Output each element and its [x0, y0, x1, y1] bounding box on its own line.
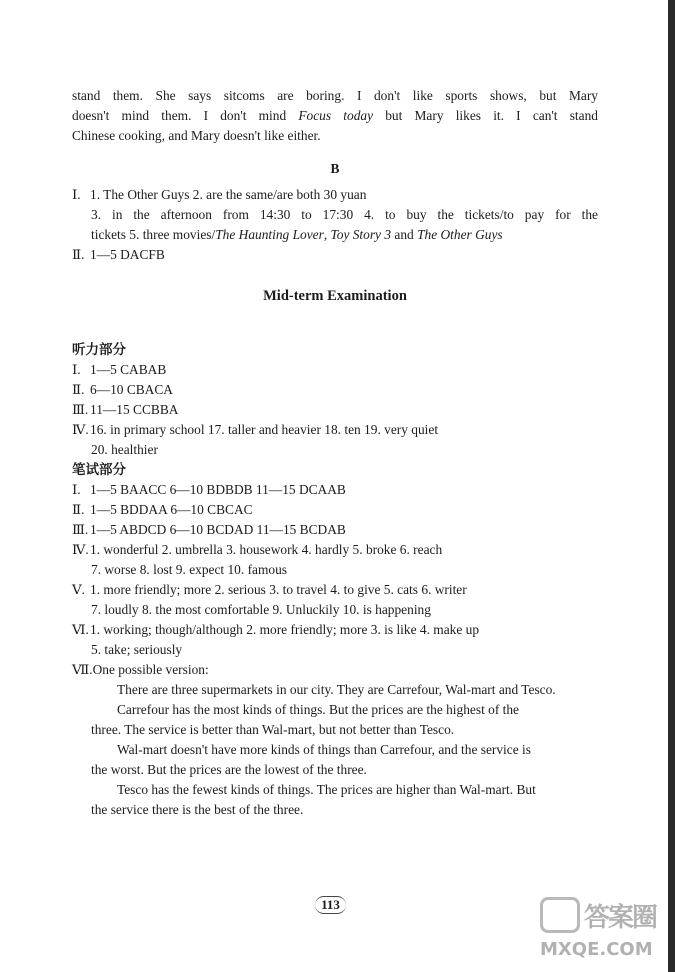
section-b-part-1-line-2: 3. in the afternoon from 14:30 to 17:30 4. to buy the tickets/to pay for the	[91, 207, 598, 222]
essay-line: three. The service is better than Wal-mart, but not better than Tesco.	[91, 722, 455, 737]
essay-line: Carrefour has the most kinds of things. But the prices are the highest of the	[117, 702, 520, 717]
intro-text: doesn't mind them. I don't mind	[72, 108, 299, 123]
written-answer-row	[72, 660, 598, 680]
answer-text: tickets 5. three movies/	[91, 227, 216, 242]
midterm-title: Mid-term Examination	[263, 288, 407, 304]
watermark-url: MXQE.COM	[540, 939, 653, 960]
answer-text: 1—5 DACFB	[90, 247, 165, 262]
watermark-logo	[540, 895, 668, 965]
answer-text: and	[391, 227, 418, 242]
essay-line: Tesco has the fewest kinds of things. The prices are higher than Wal-mart. But	[117, 782, 536, 797]
answer-text: 16. in primary school 17. taller and heavier 18. ten 19. very quiet	[90, 422, 439, 437]
answer-text: 1—5 BAACC 6—10 BDBDB 11—15 DCAAB	[90, 482, 346, 497]
written-answer-continuation: 5. take; seriously	[91, 642, 183, 657]
answer-text: 1. The Other Guys 2. are the same/are both 30 yuan	[90, 187, 367, 202]
essay-line: Wal-mart doesn't have more kinds of things than Carrefour, and the service is	[117, 742, 531, 757]
answer-text: 1—5 BDDAA 6—10 CBCAC	[90, 502, 253, 517]
written-answer-row	[72, 500, 598, 520]
listening-answer-row	[72, 360, 598, 380]
section-b-part-2	[72, 245, 598, 265]
answer-text: ,	[323, 227, 331, 242]
movie-title: Toy Story 3	[330, 227, 392, 242]
watermark-icon	[540, 897, 580, 933]
written-answer-row	[72, 620, 598, 640]
page-edge-shadow	[668, 0, 675, 972]
written-answer-row	[72, 520, 598, 540]
intro-line-1: stand them. She says sitcoms are boring. I don't like sports shows, but Mary	[72, 88, 598, 103]
answer-text: One possible version:	[92, 662, 209, 677]
answer-text: 11—15 CCBBA	[90, 402, 179, 417]
essay-line: There are three supermarkets in our city. They are Carrefour, Wal-mart and Tesco.	[117, 682, 556, 697]
listening-heading: 听力部分	[72, 342, 126, 358]
show-title: Focus today	[298, 108, 374, 123]
roman-numeral: Ⅱ.	[72, 247, 85, 262]
roman-numeral: Ⅰ.	[72, 187, 81, 202]
answer-text: 1—5 CABAB	[90, 362, 167, 377]
listening-answer-row	[72, 380, 598, 400]
listening-answer-continuation: 20. healthier	[91, 442, 158, 457]
written-answer-row	[72, 540, 598, 560]
written-answer-row	[72, 580, 598, 600]
section-b-part-1	[72, 185, 598, 205]
roman-numeral: Ⅵ.	[72, 622, 89, 637]
intro-line-3: Chinese cooking, and Mary doesn't like either.	[72, 128, 321, 143]
essay-line: the service there is the best of the three.	[91, 802, 304, 817]
listening-answer-row	[72, 400, 598, 420]
written-answer-continuation: 7. worse 8. lost 9. expect 10. famous	[91, 562, 287, 577]
written-answer-continuation: 7. loudly 8. the most comfortable 9. Unluckily 10. is happening	[91, 602, 431, 617]
answer-text: 6—10 CBACA	[90, 382, 173, 397]
answer-text: 1. wonderful 2. umbrella 3. housework 4. hardly 5. broke 6. reach	[90, 542, 443, 557]
roman-numeral: Ⅳ.	[72, 422, 89, 437]
essay-line: the worst. But the prices are the lowest of the three.	[91, 762, 367, 777]
section-b-part-1-line-3	[72, 225, 598, 245]
intro-text: but Mary likes it. I can't stand	[373, 108, 598, 123]
answer-text: 1. working; though/although 2. more friendly; more 3. is like 4. make up	[90, 622, 480, 637]
page-number-text: 113	[315, 896, 346, 914]
movie-title: The Haunting Lover	[215, 227, 324, 242]
roman-numeral: Ⅰ.	[72, 482, 81, 497]
written-heading: 笔试部分	[72, 462, 126, 478]
roman-numeral: Ⅲ.	[72, 522, 89, 537]
roman-numeral: Ⅱ.	[72, 382, 85, 397]
roman-numeral: Ⅲ.	[72, 402, 89, 417]
answer-text: 1—5 ABDCD 6—10 BCDAD 11—15 BCDAB	[90, 522, 346, 537]
roman-numeral: Ⅰ.	[72, 362, 81, 377]
section-b-heading: B	[330, 161, 340, 176]
roman-numeral: Ⅴ.	[72, 582, 86, 597]
movie-title: The Other Guys	[417, 227, 503, 242]
watermark-text: 答案圈	[584, 903, 657, 933]
written-answer-row	[72, 480, 598, 500]
answer-text: 1. more friendly; more 2. serious 3. to travel 4. to give 5. cats 6. writer	[90, 582, 467, 597]
answer-key-content	[72, 86, 598, 820]
roman-numeral: Ⅶ.	[72, 662, 93, 677]
roman-numeral: Ⅳ.	[72, 542, 89, 557]
roman-numeral: Ⅱ.	[72, 502, 85, 517]
listening-answer-row	[72, 420, 598, 440]
intro-line-2	[72, 106, 598, 126]
